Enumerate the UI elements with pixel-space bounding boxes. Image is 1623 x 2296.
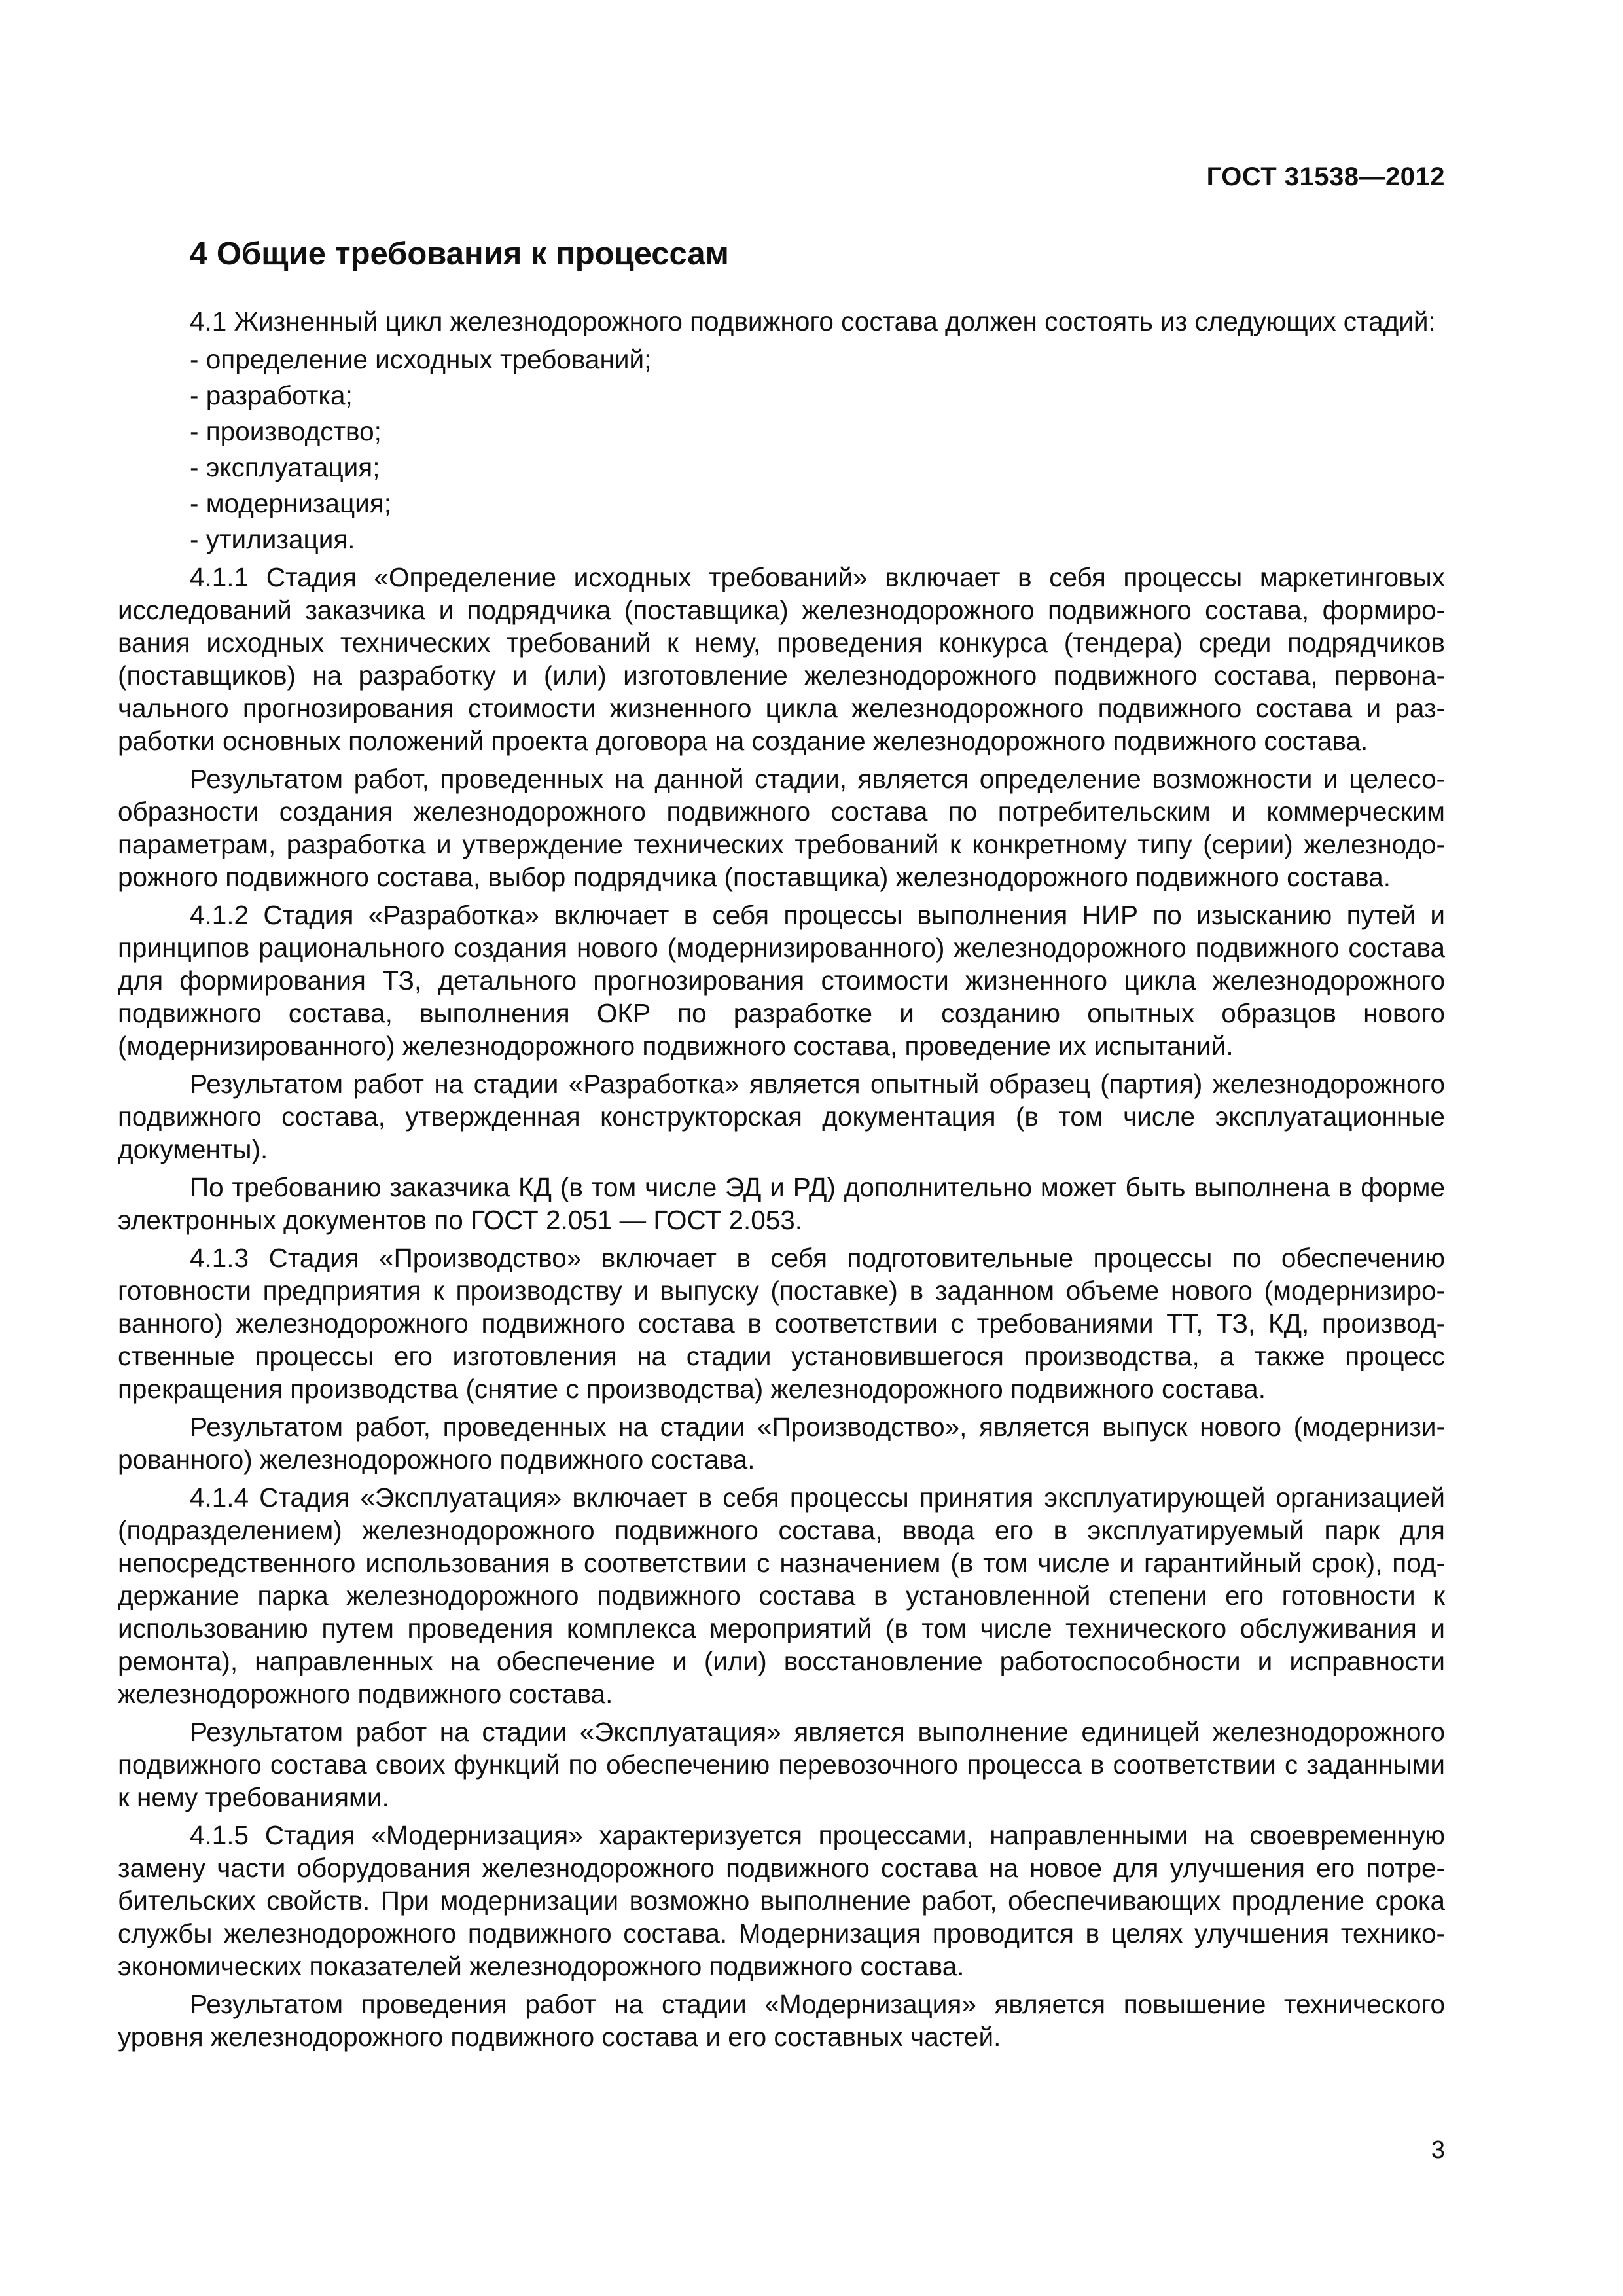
paragraph-4-1-1: 4.1.1 Стадия «Определение исходных требований» включает в себя процессы маркетинговых исследований заказчика и подрядчика (поставщика) железнодорожного подвижного состава, формирования исходных технических требований к нему, проведения конкурса (тендера) среди подрядчиков (поставщиков) на разработку и (или) изготовление железнодорожного подвижного состава, первоначального прогнозирования стоимости жизненного цикла железнодорожного подвижного состава и разработки основных положений проекта договора на создание железнодорожного подвижного состава. — [118, 562, 1445, 756]
paragraph-4-1-5: 4.1.5 Стадия «Модернизация» характеризуется процессами, направленными на своевременную замену части оборудования железнодорожного подвижного состава на новое для улучшения его потребительских свойств. При модернизации возможно выполнение работ, обеспечивающих продление срока службы железнодорожного подвижного состава. Модернизация проводится в целях улучшения технико-экономических показателей железнодорожного подвижного состава. — [118, 1820, 1445, 1981]
list-item: - модернизация; — [118, 487, 1445, 520]
paragraph-4-1-5-result: Результатом проведения работ на стадии «Модернизация» является повышение технического уровня железнодорожного подвижного состава и его составных частей. — [118, 1989, 1445, 2052]
list-item: - утилизация. — [118, 523, 1445, 556]
paragraph-4-1-4: 4.1.4 Стадия «Эксплуатация» включает в себя процессы принятия эксплуатирующей организацией (подразделением) железнодорожного подвижного состава, ввода его в эксплуатируемый парк для непосредственного использования в соответствии с назначением (в том числе и гарантийный срок), поддержание парка железнодорожного подвижного состава в установленной степени его готовности к использованию путем проведения комплекса мероприятий (в том числе технического обслуживания и ремонта), направленных на обеспечение и (или) восстановление работоспособности и исправности железнодорожного подвижного состава. — [118, 1482, 1445, 1709]
paragraph-4-1-2-result: Результатом работ на стадии «Разработка» является опытный образец (партия) железнодорожного подвижного состава, утвержденная конструкторская документация (в том числе эксплуатационные документы). — [118, 1069, 1445, 1164]
life-cycle-stage-list — [118, 343, 1445, 556]
paragraph-4-1-3-result: Результатом работ, проведенных на стадии «Производство», является выпуск нового (модернизированного) железнодорожного подвижного состава. — [118, 1412, 1445, 1475]
document-page — [118, 0, 1445, 2296]
paragraph-4-1-2: 4.1.2 Стадия «Разработка» включает в себя процессы выполнения НИР по изысканию путей и принципов рационального создания нового (модернизированного) железнодорожного подвижного состава для формирования ТЗ, детального прогнозирования стоимости жизненного цикла железнодорожного подвижного состава, выполнения ОКР по разработке и созданию опытных образцов нового (модернизированного) железнодорожного подвижного состава, проведение их испытаний. — [118, 900, 1445, 1061]
document-content — [118, 305, 1445, 2058]
intro-paragraph: 4.1 Жизненный цикл железнодорожного подвижного состава должен состоять из следующих стадий: — [190, 306, 1436, 336]
page-number: 3 — [1431, 2136, 1445, 2164]
document-header-id: ГОСТ 31538—2012 — [1206, 162, 1445, 191]
paragraph-4-1-2-electronic-docs: По требованию заказчика КД (в том числе ЭД и РД) дополнительно может быть выполнена в форме электронных документов по ГОСТ 2.051 — ГОСТ 2.053. — [118, 1172, 1445, 1235]
list-item: - эксплуатация; — [118, 451, 1445, 484]
paragraph-4-1-1-result: Результатом работ, проведенных на данной стадии, является определение возможности и целесообразности создания железнодорожного подвижного состава по потребительским и коммерческим параметрам, разработка и утверждение технических требований к конкретному типу (серии) железнодорожного подвижного состава, выбор подрядчика (поставщика) железнодорожного подвижного состава. — [118, 764, 1445, 892]
list-item: - разработка; — [118, 379, 1445, 412]
paragraph-4-1-4-result: Результатом работ на стадии «Эксплуатация» является выполнение единицей железнодорожного подвижного состава своих функций по обеспечению перевозочного процесса в соответствии с заданными к нему требованиями. — [118, 1717, 1445, 1812]
list-item: - производство; — [118, 415, 1445, 448]
section-title: 4 Общие требования к процессам — [190, 236, 729, 272]
list-item: - определение исходных требований; — [118, 343, 1445, 376]
paragraph-4-1-3: 4.1.3 Стадия «Производство» включает в себя подготовительные процессы по обеспечению готовности предприятия к производству и выпуску (поставке) в заданном объеме нового (модернизированного) железнодорожного подвижного состава в соответствии с требованиями ТТ, ТЗ, КД, производственные процессы его изготовления на стадии установившегося производства, а также процесс прекращения производства (снятие с производства) железнодорожного подвижного состава. — [118, 1243, 1445, 1404]
